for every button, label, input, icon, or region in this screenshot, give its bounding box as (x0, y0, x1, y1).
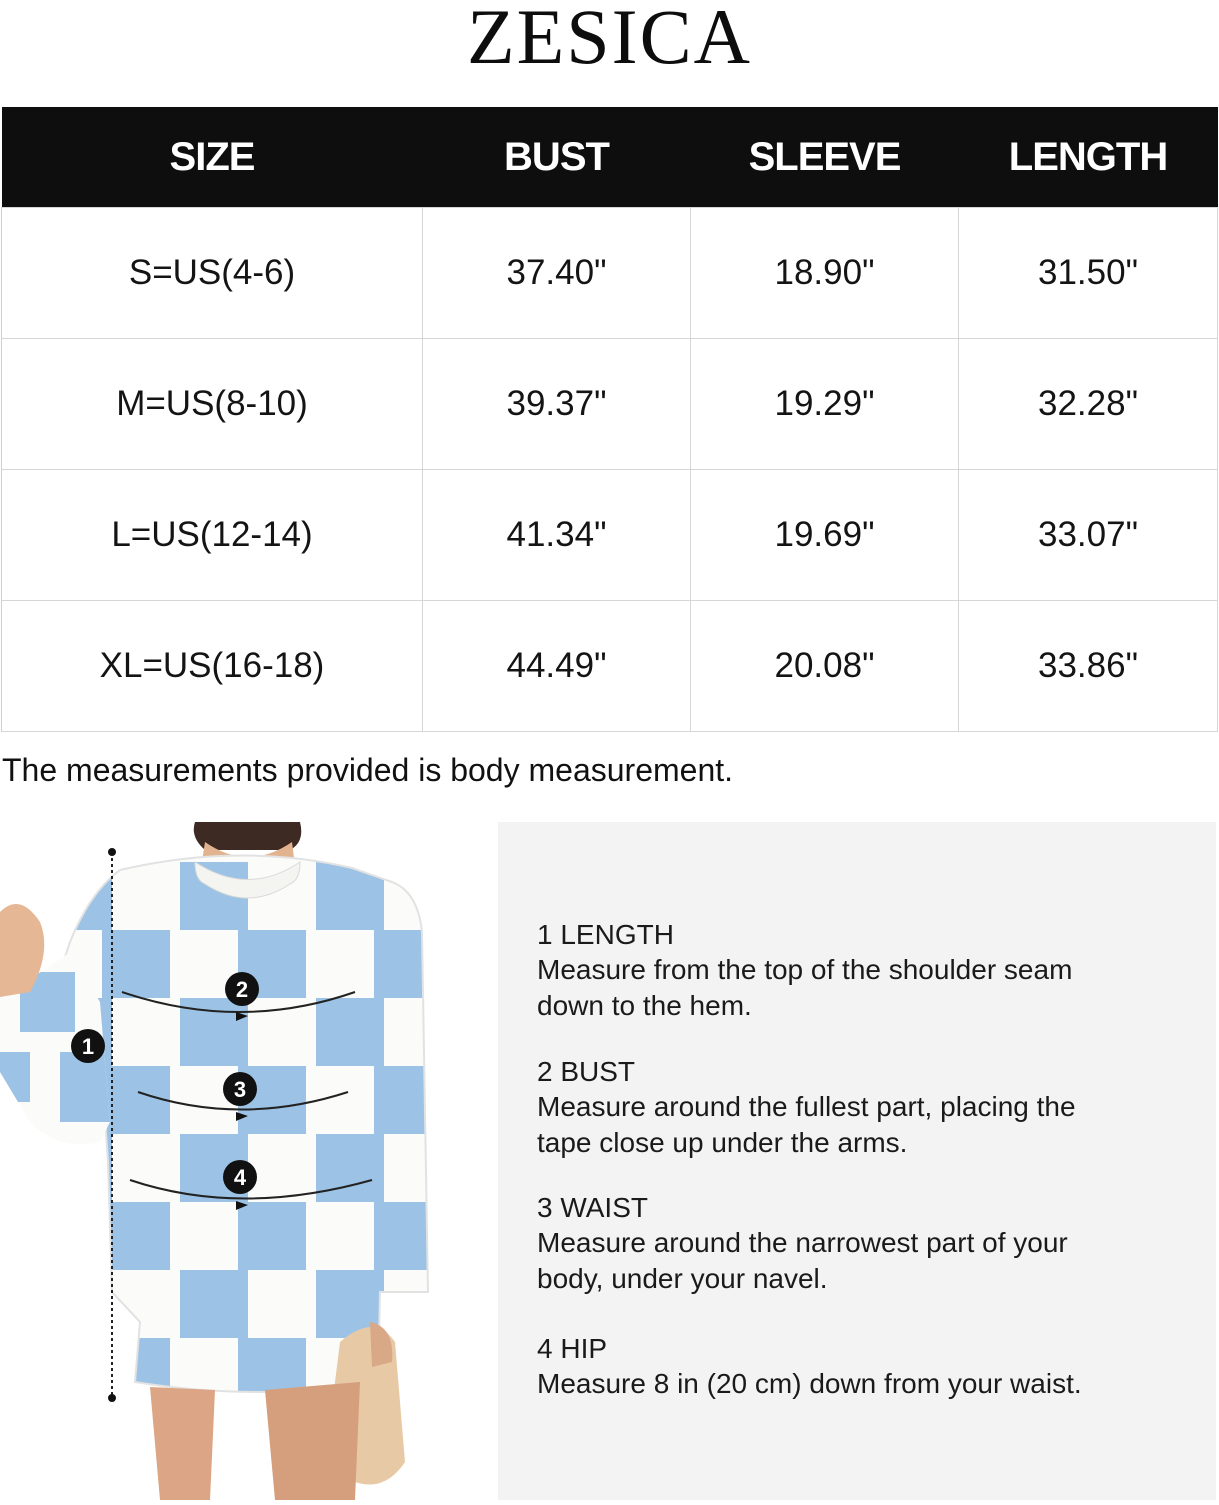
size-cell: XL=US(16-18) (2, 601, 423, 732)
length-cell: 32.28" (959, 339, 1218, 470)
svg-text:3: 3 (233, 1077, 247, 1102)
guide-title: 1 LENGTH (537, 919, 674, 950)
table-row (2, 601, 1218, 732)
guide-hip (537, 1332, 1207, 1402)
bust-cell: 37.40" (423, 208, 691, 339)
size-cell: L=US(12-14) (2, 470, 423, 601)
leg-shape (265, 1382, 360, 1500)
table-header-row (2, 107, 1218, 208)
sleeve-cell: 19.69" (691, 470, 959, 601)
header-bust: BUST (423, 107, 691, 208)
guide-title: 4 HIP (537, 1333, 608, 1364)
length-cell: 33.86" (959, 601, 1218, 732)
guide-title: 3 WAIST (537, 1192, 648, 1223)
table-row (2, 470, 1218, 601)
marker-1-icon (71, 1029, 105, 1063)
marker-3-icon (223, 1072, 257, 1106)
measurement-guide-panel (498, 822, 1216, 1500)
model-illustration (0, 822, 497, 1500)
length-cell: 33.07" (959, 470, 1218, 601)
header-size: SIZE (2, 107, 423, 208)
guide-text: Measure around the narrowest part of your body, under your navel. (537, 1227, 1068, 1294)
size-cell: S=US(4-6) (2, 208, 423, 339)
bust-cell: 44.49" (423, 601, 691, 732)
guide-length (537, 918, 1207, 1024)
guide-text: Measure 8 in (20 cm) down from your waist. (537, 1368, 1082, 1399)
size-cell: M=US(8-10) (2, 339, 423, 470)
sleeve-cell: 19.29" (691, 339, 959, 470)
model-photo (0, 822, 497, 1500)
bust-cell: 41.34" (423, 470, 691, 601)
guide-text: Measure from the top of the shoulder seam down to the hem. (537, 954, 1073, 1021)
guide-text: Measure around the fullest part, placing the tape close up under the arms. (537, 1091, 1076, 1158)
marker-2-icon (225, 972, 259, 1006)
guide-title: 2 BUST (537, 1056, 636, 1087)
header-length: LENGTH (959, 107, 1218, 208)
leg-shape (150, 1387, 215, 1500)
bust-cell: 39.37" (423, 339, 691, 470)
marker-4-icon (223, 1160, 257, 1194)
guide-bust (537, 1055, 1207, 1161)
header-sleeve: SLEEVE (691, 107, 959, 208)
table-row (2, 339, 1218, 470)
length-cell: 31.50" (959, 208, 1218, 339)
brand-logo: ZESICA (467, 0, 752, 80)
sleeve-cell: 18.90" (691, 208, 959, 339)
svg-text:2: 2 (235, 977, 249, 1002)
svg-text:1: 1 (81, 1034, 95, 1059)
measurement-note: The measurements provided is body measurement. (2, 752, 734, 788)
svg-text:4: 4 (233, 1165, 247, 1190)
guide-waist (537, 1191, 1207, 1297)
size-chart-table (1, 107, 1218, 732)
table-row (2, 208, 1218, 339)
sleeve-cell: 20.08" (691, 601, 959, 732)
